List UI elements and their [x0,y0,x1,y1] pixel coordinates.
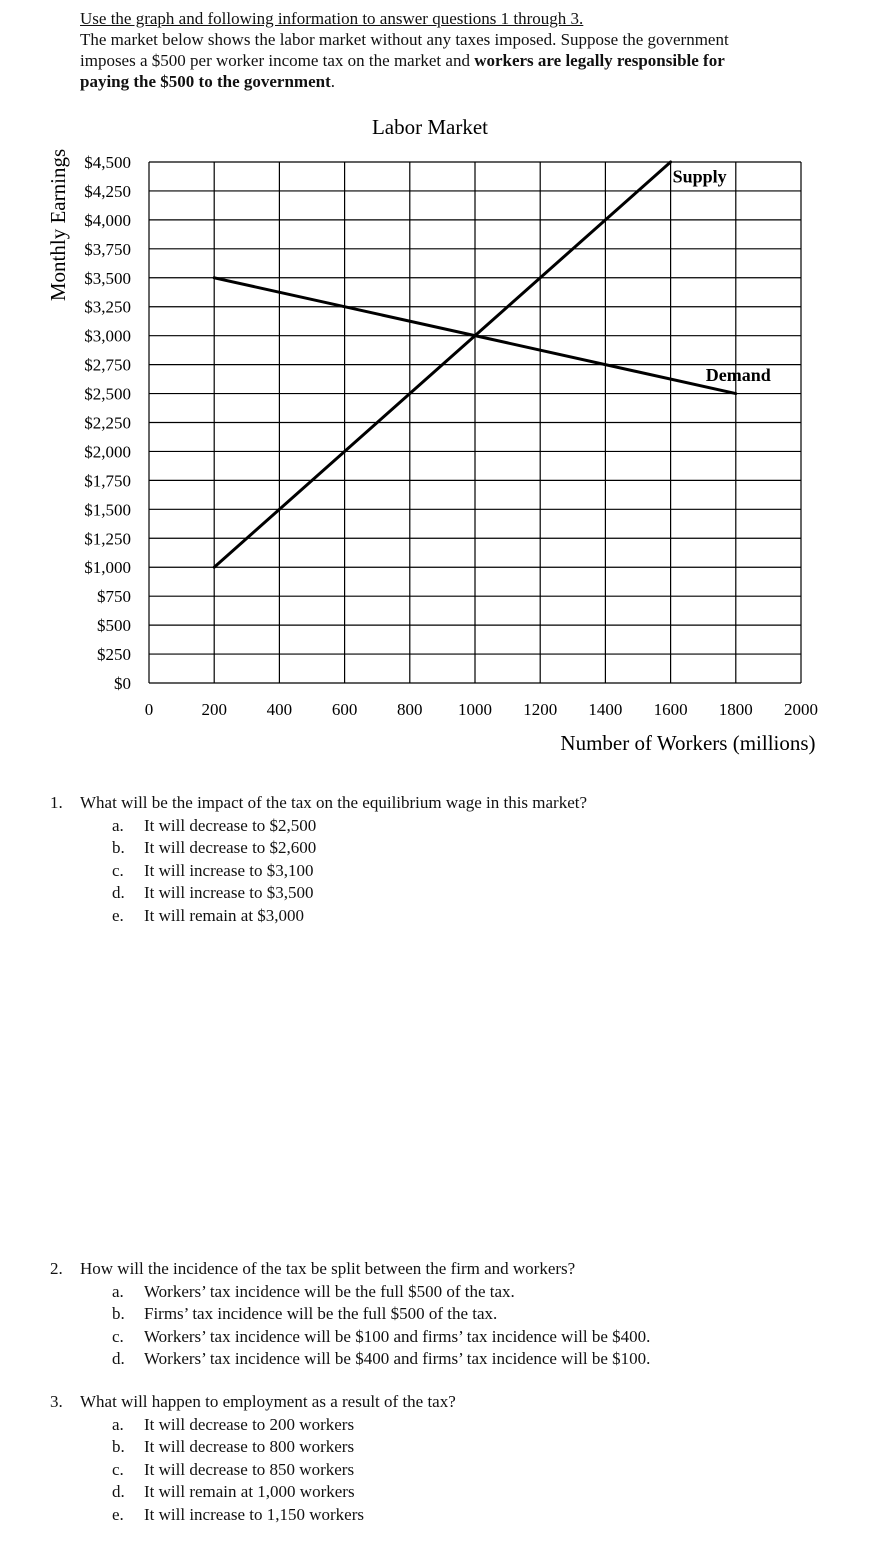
option-text: It will decrease to 850 workers [144,1459,355,1479]
option-letter: d. [112,1349,125,1368]
option-letter: a. [112,815,124,835]
option-text: It will remain at $3,000 [144,905,305,925]
y-axis-label: Monthly Earnings [46,148,70,302]
y-tick-label: $2,750 [84,355,131,375]
x-tick-label: 1200 [523,700,558,719]
option-letter: d. [112,883,125,902]
y-tick-label: $4,000 [84,210,131,230]
y-tick-label: $2,000 [84,442,131,462]
x-tick-label: 200 [201,700,227,719]
instructions-line-3-text: imposes a $500 per worker income tax on the market and [80,51,475,70]
chart-annotations [673,166,771,385]
question-3-option-b[interactable] [50,1436,456,1459]
question-2-option-d[interactable] [50,1348,650,1371]
y-tick-labels [84,153,131,693]
question-3-number: 3. [50,1392,63,1411]
option-text: It will remain at 1,000 workers [144,1482,355,1501]
option-letter: d. [112,1482,125,1501]
demand-label: Demand [705,365,771,386]
question-1-option-c[interactable] [50,860,587,883]
question-1-option-e[interactable] [50,905,587,928]
question-1 [50,792,587,927]
question-2-text: How will the incidence of the tax be split between the firm and workers? [80,1259,576,1278]
question-2 [50,1258,650,1371]
question-1-text: What will be the impact of the tax on the equilibrium wage in this market? [80,793,588,812]
x-tick-label: 0 [144,700,154,719]
x-tick-label: 800 [397,700,423,719]
option-letter: e. [112,905,124,925]
y-tick-label: $750 [97,587,131,607]
option-text: Firms’ tax incidence will be the full $500 of the tax. [144,1304,498,1323]
y-tick-label: $250 [97,645,131,665]
y-tick-label: $1,750 [84,471,131,491]
y-tick-label: $500 [97,616,131,636]
instructions-line-4-bold: paying the $500 to the government [80,72,331,91]
y-tick-label: $3,000 [84,326,131,346]
x-tick-label: 600 [331,700,358,719]
question-2-option-b[interactable] [50,1303,650,1326]
x-tick-label: 1000 [458,700,492,719]
y-tick-label: $2,500 [84,384,131,404]
option-text: It will increase to $3,100 [144,860,314,880]
option-text: It will increase to 1,150 workers [144,1504,364,1524]
y-tick-label: $4,500 [84,153,131,172]
question-1-option-a[interactable] [50,815,587,838]
question-3-option-e[interactable] [50,1504,456,1527]
chart-title: Labor Market [371,115,489,139]
y-tick-label: $2,250 [84,413,131,433]
option-text: Workers’ tax incidence will be $400 and firms’ tax incidence will be $100. [144,1349,651,1368]
option-letter: a. [112,1281,124,1301]
option-text: It will decrease to $2,500 [144,815,317,835]
x-tick-label: 1600 [653,700,688,719]
x-tick-label: 400 [266,700,293,719]
x-axis-label: Number of Workers (millions) [560,731,816,755]
question-3-option-d[interactable] [50,1481,456,1504]
question-3-text: What will happen to employment as a result of the tax? [80,1392,456,1411]
x-tick-label: 2000 [784,700,818,719]
option-text: Workers’ tax incidence will be the full $500 of the tax. [144,1281,515,1301]
instructions-line-3-bold: workers are legally responsible for [474,51,725,70]
option-letter: b. [112,1437,125,1456]
question-2-option-a[interactable] [50,1281,650,1304]
option-letter: c. [112,1459,124,1479]
question-3-option-c[interactable] [50,1459,456,1482]
instructions-line-2: The market below shows the labor market without any taxes imposed. Suppose the government [80,30,729,49]
x-tick-labels [145,700,818,719]
y-tick-label: $1,250 [84,529,131,549]
x-tick-label: 1800 [718,700,753,719]
option-letter: b. [112,838,125,857]
question-2-option-c[interactable] [50,1326,650,1349]
instructions-line-4-end: . [330,72,335,91]
option-text: It will decrease to 200 workers [144,1414,355,1434]
option-text: It will increase to $3,500 [144,883,314,902]
option-text: It will decrease to 800 workers [144,1437,355,1456]
question-3 [50,1391,456,1526]
question-3-option-a[interactable] [50,1414,456,1437]
y-tick-label: $3,750 [84,239,131,259]
option-letter: c. [112,1326,124,1346]
question-1-option-b[interactable] [50,837,587,860]
option-letter: e. [112,1504,124,1524]
y-tick-label: $1,000 [84,558,131,578]
question-1-number: 1. [50,793,63,812]
option-text: It will decrease to $2,600 [144,838,317,857]
y-tick-label: $3,500 [84,268,131,288]
y-tick-label: $3,250 [84,297,131,317]
y-tick-label: $0 [114,674,131,693]
question-2-number: 2. [50,1259,63,1278]
option-text: Workers’ tax incidence will be $100 and firms’ tax incidence will be $400. [144,1326,651,1346]
instructions-line-1: Use the graph and following information to answer questions 1 through 3. [80,9,584,28]
y-tick-label: $4,250 [84,181,131,201]
option-letter: b. [112,1304,125,1323]
chart-grid [149,162,801,683]
option-letter: a. [112,1414,124,1434]
question-1-option-d[interactable] [50,882,587,905]
option-letter: c. [112,860,124,880]
supply-label: Supply [672,166,727,187]
y-tick-label: $1,500 [84,500,131,520]
x-tick-label: 1400 [588,700,623,719]
